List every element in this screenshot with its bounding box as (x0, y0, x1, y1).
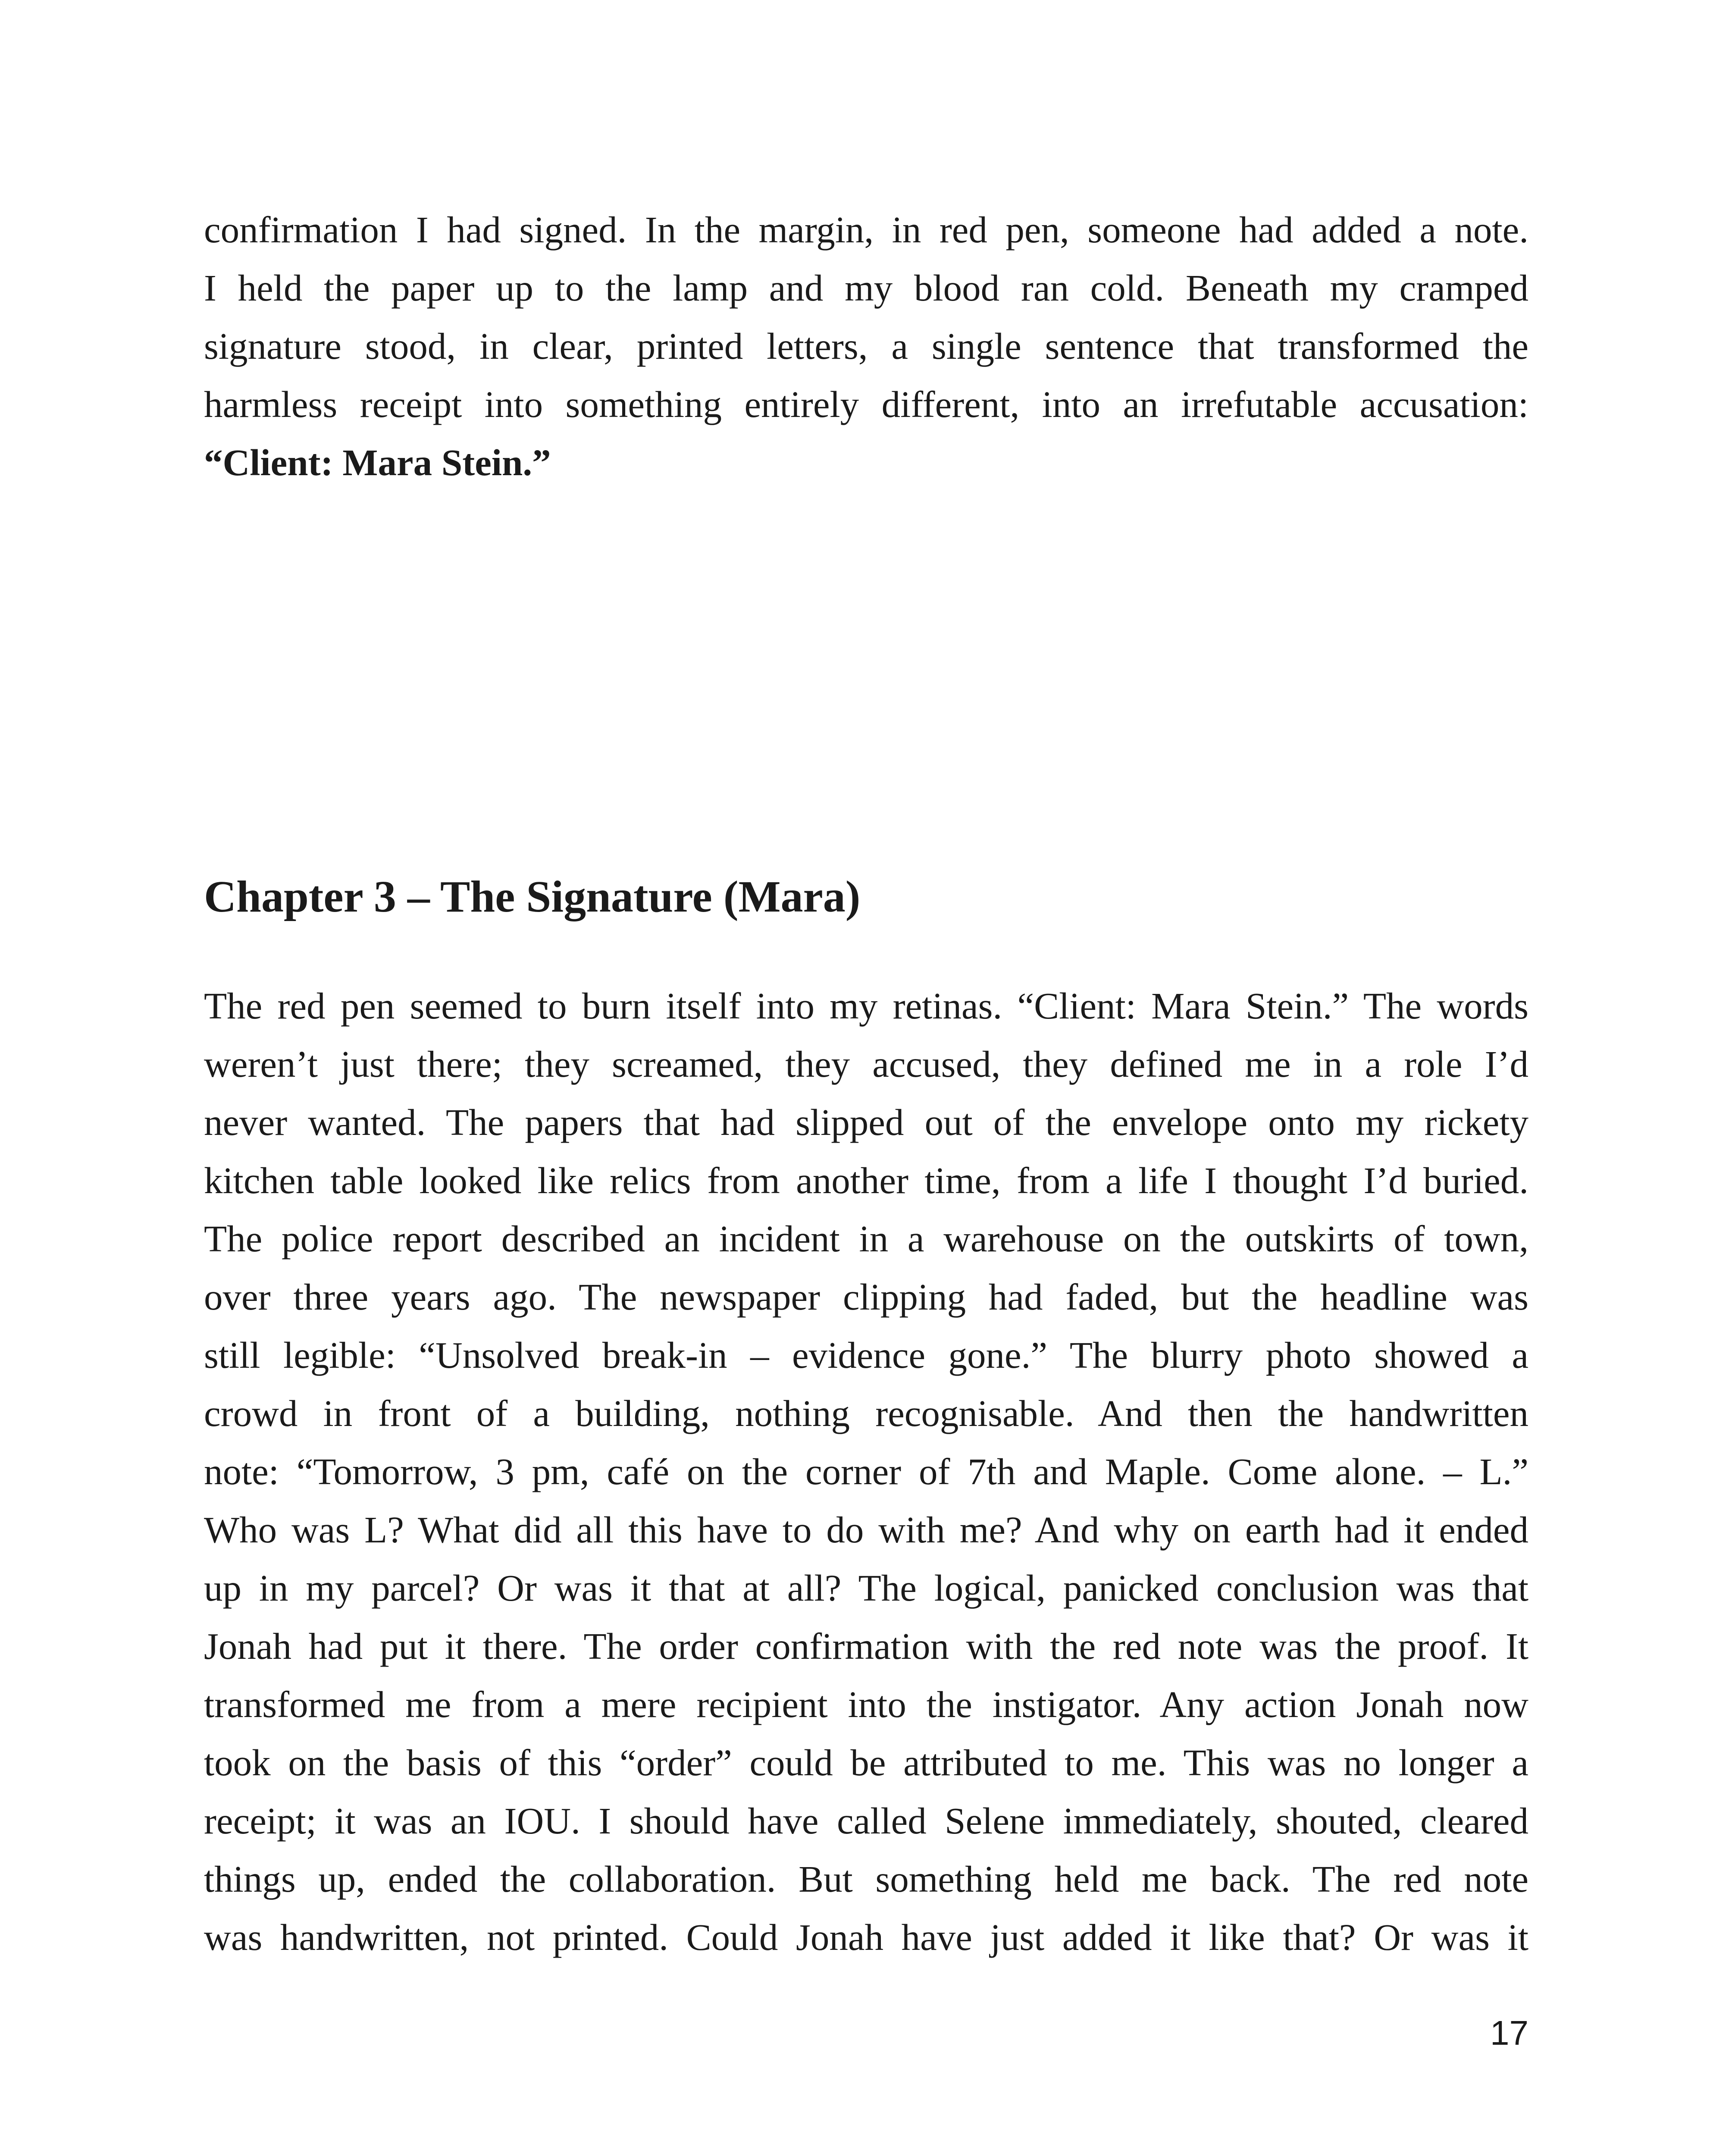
chapter-heading: Chapter 3 – The Signature (Mara) (204, 872, 861, 921)
paragraph-line: never wanted. The papers that had slipped out of the envelope onto my rickety (204, 1101, 1528, 1143)
paragraph-line: up in my parcel? Or was it that at all? The logical, panicked conclusion was that (204, 1567, 1528, 1609)
paragraph-line: The red pen seemed to burn itself into my retinas. “Client: Mara Stein.” The words (204, 985, 1528, 1027)
paragraph-line: things up, ended the collaboration. But something held me back. The red note (204, 1858, 1528, 1900)
paragraph-line: Jonah had put it there. The order confirmation with the red note was the proof. It (204, 1625, 1528, 1667)
paragraph-line: The police report described an incident in a warehouse on the outskirts of town, (204, 1218, 1528, 1260)
paragraph-line: was handwritten, not printed. Could Jonah have just added it like that? Or was it (204, 1916, 1528, 1958)
paragraph-line: Who was L? What did all this have to do with me? And why on earth had it ended (204, 1509, 1528, 1551)
top-paragraph (204, 201, 1528, 492)
page-number: 17 (1490, 2014, 1528, 2052)
main-paragraph (204, 977, 1528, 1966)
paragraph-line: note: “Tomorrow, 3 pm, café on the corner of 7th and Maple. Come alone. – L.” (204, 1451, 1528, 1492)
paragraph-line: kitchen table looked like relics from another time, from a life I thought I’d buried. (204, 1159, 1528, 1201)
paragraph-line: receipt; it was an IOU. I should have called Selene immediately, shouted, cleared (204, 1800, 1528, 1842)
paragraph-line: over three years ago. The newspaper clipping had faded, but the headline was (204, 1276, 1528, 1318)
paragraph-line: signature stood, in clear, printed letters, a single sentence that transformed the (204, 325, 1528, 367)
paragraph-line: I held the paper up to the lamp and my blood ran cold. Beneath my cramped (204, 267, 1528, 309)
bold-quote: “Client: Mara Stein.” (204, 442, 551, 483)
paragraph-line: crowd in front of a building, nothing recognisable. And then the handwritten (204, 1392, 1528, 1434)
paragraph-line: confirmation I had signed. In the margin, in red pen, someone had added a note. (204, 209, 1528, 251)
paragraph-line: transformed me from a mere recipient into the instigator. Any action Jonah now (204, 1683, 1528, 1725)
paragraph-line: took on the basis of this “order” could be attributed to me. This was no longer a (204, 1742, 1528, 1783)
paragraph-line: weren’t just there; they screamed, they accused, they defined me in a role I’d (204, 1043, 1528, 1085)
paragraph-line: still legible: “Unsolved break-in – evidence gone.” The blurry photo showed a (204, 1334, 1528, 1376)
paragraph-line: harmless receipt into something entirely different, into an irrefutable accusation: (204, 383, 1528, 425)
